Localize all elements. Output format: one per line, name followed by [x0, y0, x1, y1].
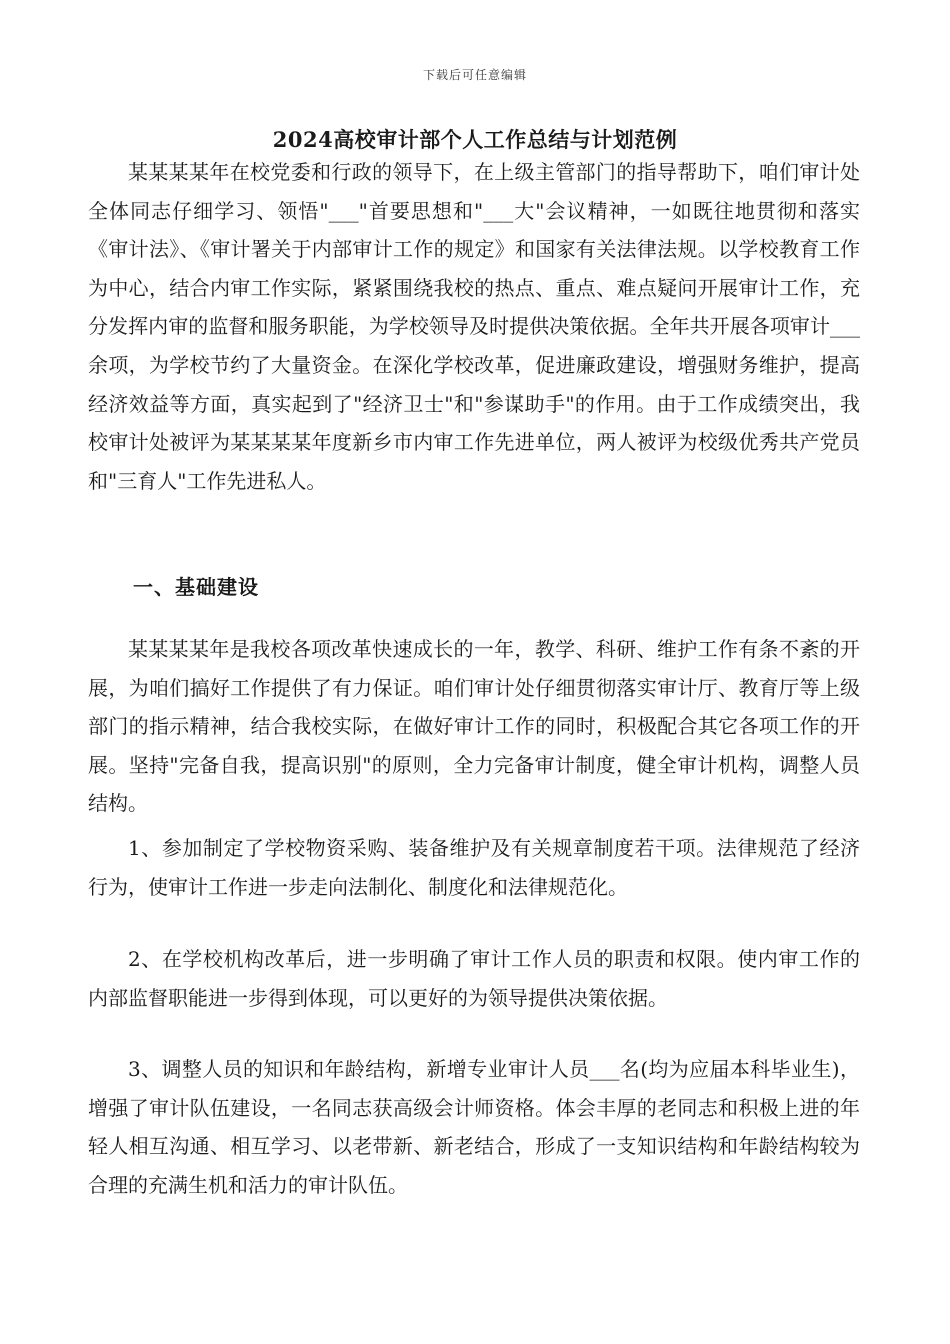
list-item-text: 1、参加制定了学校物资采购、装备维护及有关规章制度若干项。法律规范了经济行为，使审计工作进一步走向法制化、制度化和法律规范化。 [88, 836, 860, 899]
list-item-text: 2、在学校机构改革后，进一步明确了审计工作人员的职责和权限。使内审工作的内部监督职能进一步得到体现，可以更好的为领导提供决策依据。 [88, 947, 860, 1010]
list-item [88, 1050, 860, 1204]
list-item-text: 3、调整人员的知识和年龄结构，新增专业审计人员___名(均为应届本科毕业生)，增强了审计队伍建设，一名同志获高级会计师资格。体会丰厚的老同志和积极上进的年轻人相互沟通、相互学习、以老带新、新老结合，形成了一支知识结构和年龄结构较为合理的充满生机和活力的审计队伍。 [88, 1057, 860, 1197]
list-item [88, 940, 860, 1017]
intro-paragraph: 某某某某年在校党委和行政的领导下，在上级主管部门的指导帮助下，咱们审计处全体同志仔细学习、领悟"___"首要思想和"___大"会议精神，一如既往地贯彻和落实《审计法》、《审计署关于内部审计工作的规定》和国家有关法律法规。以学校教育工作为中心，结合内审工作实际，紧紧围绕我校的热点、重点、难点疑问开展审计工作，充分发挥内审的监督和服务职能，为学校领导及时提供决策依据。全年共开展各项审计___余项，为学校节约了大量资金。在深化学校改革，促进廉政建设，增强财务维护，提高经济效益等方面，真实起到了"经济卫士"和"参谋助手"的作用。由于工作成绩突出，我校审计处被评为某某某某年度新乡市内审工作先进单位，两人被评为校级优秀共产党员和"三育人"工作先进私人。 [88, 160, 860, 493]
document-title: 2024高校审计部个人工作总结与计划范例 [272, 127, 678, 152]
list-item [88, 829, 860, 906]
header-note: 下载后可任意编辑 [422, 68, 527, 82]
section-paragraph-block [88, 630, 860, 823]
intro-paragraph-block [88, 153, 860, 500]
section-paragraph: 某某某某年是我校各项改革快速成长的一年，教学、科研、维护工作有条不紊的开展，为咱们搞好工作提供了有力保证。咱们审计处仔细贯彻落实审计厅、教育厅等上级部门的指示精神，结合我校实际，在做好审计工作的同时，积极配合其它各项工作的开展。坚持"完备自我，提高识别"的原则，全力完备审计制度，健全审计机构，调整人员结构。 [88, 637, 860, 816]
section-heading: 一、基础建设 [133, 575, 259, 599]
